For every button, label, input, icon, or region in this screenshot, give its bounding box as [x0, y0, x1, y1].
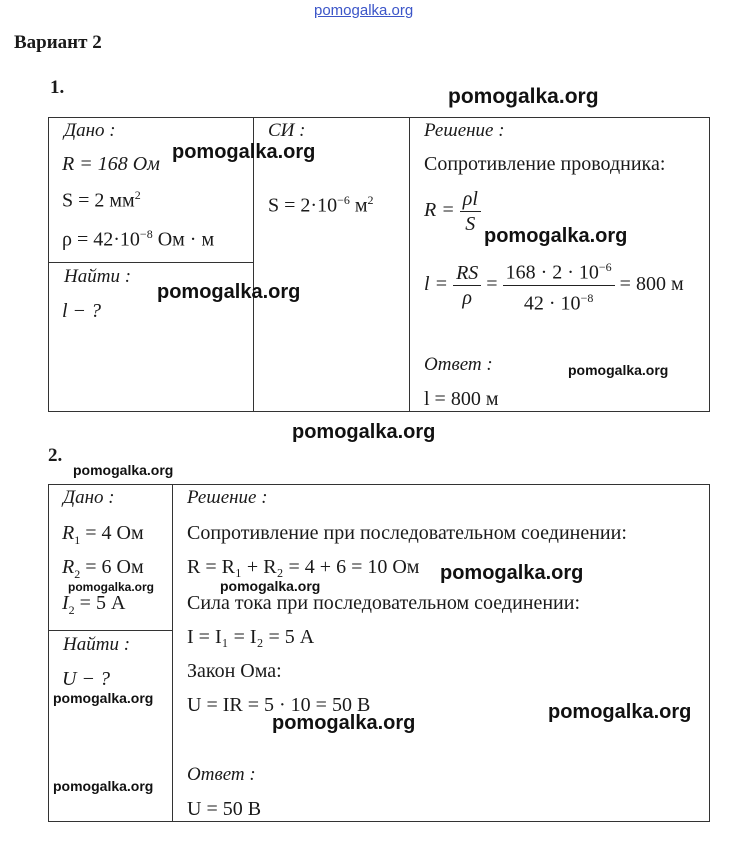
table2-border-top	[48, 484, 710, 485]
watermark: pomogalka.org	[292, 421, 436, 443]
table2-border-right	[709, 484, 710, 822]
p2-line4: I = I₁ = I₂ = 5 А	[187, 626, 315, 648]
table1-border-bottom	[48, 411, 710, 412]
watermark: pomogalka.org	[172, 141, 316, 163]
p1-solution-intro: Сопротивление проводника:	[424, 153, 666, 175]
watermark: pomogalka.org	[548, 701, 692, 723]
p1-formula-R: R = $\frac{\rho l}{S}$	[424, 187, 481, 236]
p2-given-R1: $R_1 = 4$ Ом	[62, 522, 144, 547]
p1-given-S: S = 2 $мм^2$	[62, 188, 141, 212]
watermark: pomogalka.org	[53, 778, 154, 794]
p1-calc-l: l = $\frac{RS}{\rho}$ = $\frac{168 \cdot 2 \cdot 10^{-6}}{42 \cdot 10^{-8}}$ = 800 м	[424, 255, 684, 315]
watermark: pomogalka.org	[157, 281, 301, 303]
watermark-top-link[interactable]: pomogalka.org	[314, 2, 414, 19]
p1-find-value: l − ?	[62, 300, 102, 322]
table2-col-divider	[172, 484, 173, 822]
watermark: pomogalka.org	[68, 580, 155, 594]
p1-solution-label: Решение :	[424, 120, 505, 141]
watermark: pomogalka.org	[272, 712, 416, 734]
p2-given-I2: $I_2 = 5$ А	[62, 592, 126, 617]
p1-given-label: Дано :	[64, 120, 116, 141]
problem-2-number: 2.	[48, 445, 63, 466]
p1-find-label: Найти :	[64, 266, 132, 287]
p2-line1: Сопротивление при последовательном соединении:	[187, 522, 627, 544]
table1-border-left	[48, 117, 49, 412]
table2-border-bottom	[48, 821, 710, 822]
p2-find-value: U − ?	[62, 668, 110, 690]
table2-given-find-divider	[48, 630, 172, 631]
watermark: pomogalka.org	[448, 85, 599, 108]
variant-heading: Вариант 2	[14, 32, 102, 53]
p1-answer-label: Ответ :	[424, 354, 493, 375]
table1-border-top	[48, 117, 710, 118]
watermark: pomogalka.org	[484, 225, 628, 247]
p2-line2: R = R₁ + R₂ = 4 + 6 = 10 Ом	[187, 556, 420, 578]
p1-answer-value: l = 800 м	[424, 388, 499, 410]
p2-given-label: Дано :	[63, 487, 115, 508]
watermark: pomogalka.org	[220, 578, 321, 594]
p2-line6: U = IR = 5 · 10 = 50 В	[187, 694, 371, 716]
watermark: pomogalka.org	[440, 562, 584, 584]
table1-given-find-divider	[48, 262, 253, 263]
table1-col-divider-2	[409, 117, 410, 412]
p1-si-value: $S = 2\cdot 10^{-6}$ $м^2$	[268, 193, 374, 217]
problem-1-number: 1.	[50, 77, 65, 98]
p2-line3: Сила тока при последовательном соединении:	[187, 592, 581, 614]
p1-given-rho: $\rho = 42\cdot 10^{-8}$ Ом · м	[62, 227, 215, 251]
watermark: pomogalka.org	[568, 362, 669, 378]
p2-find-label: Найти :	[63, 634, 131, 655]
p2-line5: Закон Ома:	[187, 660, 282, 682]
watermark: pomogalka.org	[53, 690, 154, 706]
watermark: pomogalka.org	[73, 462, 174, 478]
p2-answer-label: Ответ :	[187, 764, 256, 785]
table2-border-left	[48, 484, 49, 822]
table1-border-right	[709, 117, 710, 412]
p1-si-label: СИ :	[268, 120, 306, 141]
p2-given-R2: $R_2 = 6$ Ом	[62, 556, 144, 581]
p2-answer-value: U = 50 В	[187, 798, 262, 820]
p1-given-R: R = 168 Ом	[62, 153, 160, 175]
p2-solution-label: Решение :	[187, 487, 268, 508]
